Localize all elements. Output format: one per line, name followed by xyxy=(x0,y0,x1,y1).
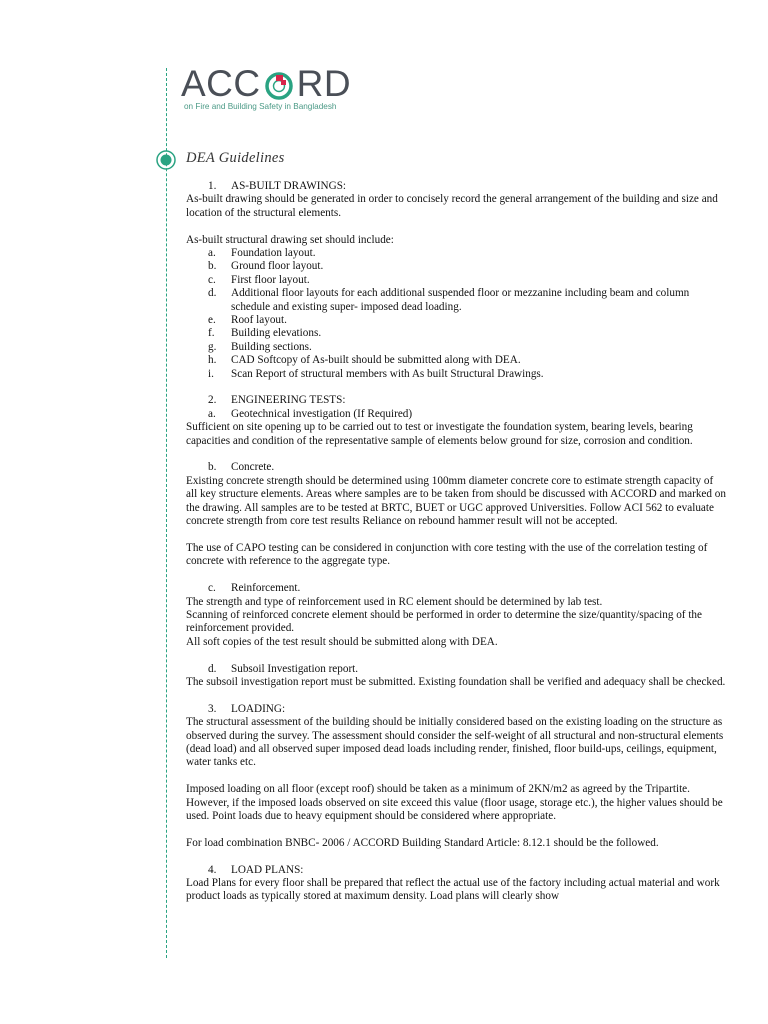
heading-as-built: 1. AS-BUILT DRAWINGS: xyxy=(208,180,347,192)
list-item: d. Additional floor layouts for each additional suspended floor or mezzanine including beam and column schedule and existing super- imposed dead loading. xyxy=(208,287,690,313)
list-item: e. Roof layout. xyxy=(208,314,287,327)
heading-loading: 3. LOADING: xyxy=(208,702,286,715)
logo-o-emblem-icon xyxy=(262,69,296,99)
subheading-geotechnical: a. Geotechnical investigation (If Required) xyxy=(208,407,413,420)
paragraph: The strength and type of reinforcement used in RC element should be determined by lab test. xyxy=(186,595,603,608)
paragraph: The use of CAPO testing can be considered in conjunction with core testing with the use of the correlation testing of concrete with reference to the aggregate type. xyxy=(186,541,708,568)
list-item: c. First floor layout. xyxy=(208,273,310,286)
margin-rail xyxy=(166,68,167,958)
heading-engineering-tests: 2. ENGINEERING TESTS: xyxy=(208,394,346,407)
section-bullet-icon xyxy=(156,150,176,170)
list-item: i. Scan Report of structural members with As built Structural Drawings. xyxy=(208,367,544,380)
paragraph: Sufficient on site opening up to be carried out to test or investigate the foundation system, bearing levels, bearing capacities and condition of the representative sample of elements below ground for size, corrosion and condition. xyxy=(186,421,693,447)
subheading-reinforcement: c. Reinforcement. xyxy=(208,582,301,595)
section-title: DEA Guidelines xyxy=(186,150,285,166)
paragraph: All soft copies of the test result should be submitted along with DEA. xyxy=(186,635,498,648)
paragraph: The structural assessment of the building should be initially considered based on the existing loading on the structure as observed during the survey. The assessment should consider the self-weight of all structural and non-structural elements (dead load) and all observed super imposed dead loads including render, finished, floor build-ups, ceilings, equipment, water tanks etc. xyxy=(186,716,724,769)
list-item: f. Building elevations. xyxy=(208,327,322,340)
accord-logo xyxy=(181,64,381,114)
document-body xyxy=(186,180,726,904)
paragraph: Load Plans for every floor shall be prepared that reflect the actual use of the factory including actual material and work product loads as typically stored at maximum density. Load plans will clearly show xyxy=(186,876,720,903)
list-item: b. Ground floor layout. xyxy=(208,260,324,273)
paragraph: Existing concrete strength should be determined using 100mm diameter concrete core to estimate strength capacity of all key structure elements. Areas where samples are to be taken from should be discussed with ACCORD and marked on the drawing. All samples are to be tested at BRTC, BUET or UGC approved Universities. Follow ACI 562 to evaluate concrete strength from core test results Reliance on rebound hammer result will not be accepted. xyxy=(186,474,726,528)
paragraph: Scanning of reinforced concrete element should be performed in order to determine the size/quantity/spacing of the reinforcement provided. xyxy=(186,608,702,635)
logo-tagline: on Fire and Building Safety in Bangladesh xyxy=(184,102,337,111)
logo-wordmark: ACC RD xyxy=(181,63,352,104)
subheading-concrete: b. Concrete. xyxy=(208,461,275,474)
list-item: a. Foundation layout. xyxy=(208,247,316,260)
paragraph: As-built drawing should be generated in order to concisely record the general arrangement of the building and size and location of the structural elements. xyxy=(186,193,718,219)
list-item: g. Building sections. xyxy=(208,340,312,353)
paragraph: For load combination BNBC- 2006 / ACCORD Building Standard Article: 8.12.1 should be the followed. xyxy=(186,836,659,849)
paragraph: As-built structural drawing set should include: xyxy=(186,233,394,246)
paragraph: Imposed loading on all floor (except roof) should be taken as a minimum of 2KN/m2 as agreed by the Tripartite. However, if the imposed loads observed on site exceed this value (floor usage, storage etc.), the higher values should be used. Point loads due to heavy equipment should be considered where appropriate. xyxy=(186,783,723,822)
heading-load-plans: 4. LOAD PLANS: xyxy=(208,863,304,876)
subheading-subsoil: d. Subsoil Investigation report. xyxy=(208,662,359,675)
list-item: h. CAD Softcopy of As-built should be submitted along with DEA. xyxy=(208,354,521,367)
paragraph: The subsoil investigation report must be submitted. Existing foundation shall be verified and adequacy shall be checked. xyxy=(186,675,726,688)
